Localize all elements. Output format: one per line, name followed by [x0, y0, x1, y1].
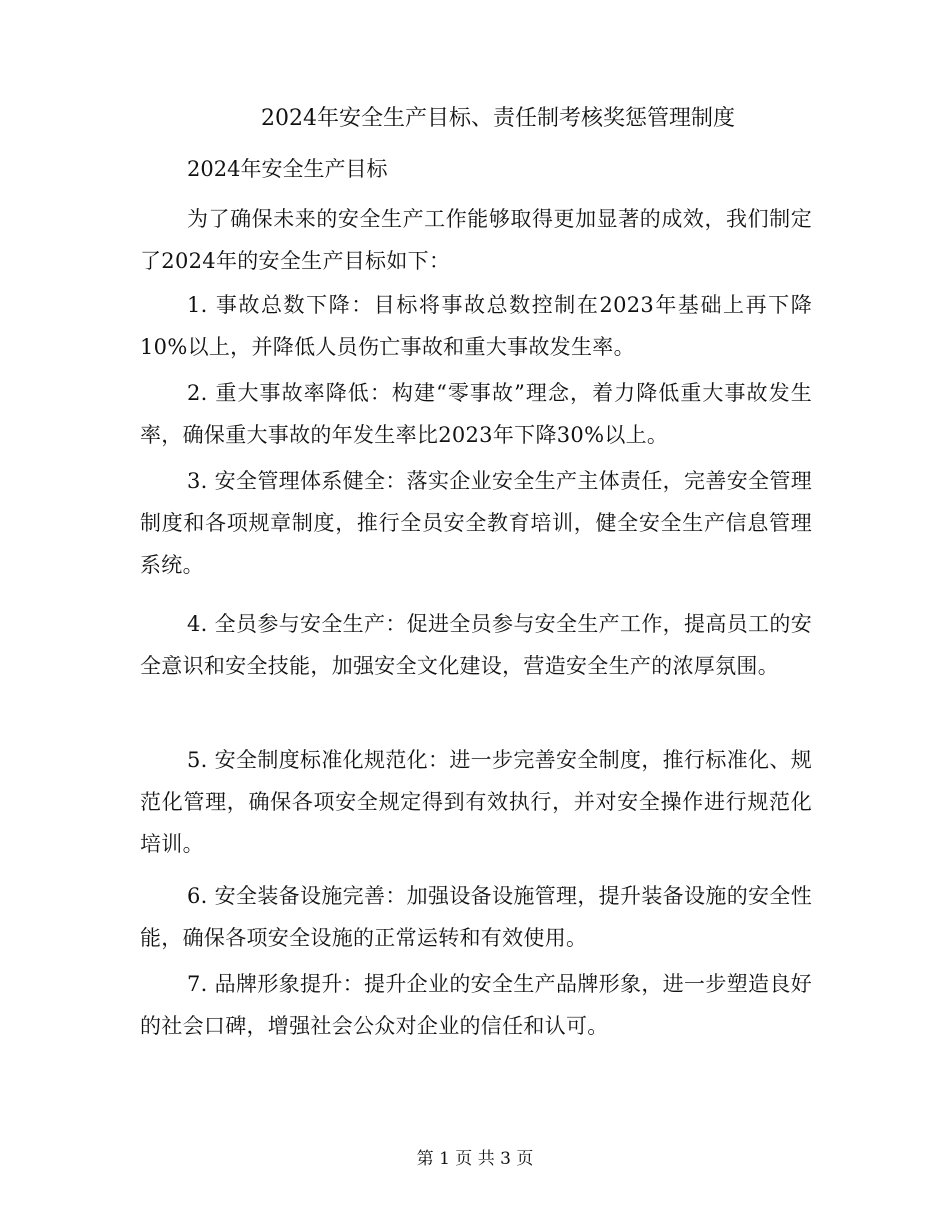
page-footer: 第 1 页 共 3 页 — [416, 1149, 534, 1169]
intro-paragraph: 为了确保未来的安全生产工作能够取得更加显著的成效，我们制定了2024年的安全生产目标如下： — [140, 207, 812, 273]
section-heading: 2024年安全生产目标 — [187, 157, 388, 181]
list-item: 4. 全员参与安全生产：促进全员参与安全生产工作，提高员工的安全意识和安全技能，加强安全文化建设，营造安全生产的浓厚氛围。 — [140, 612, 812, 678]
list-item: 5. 安全制度标准化规范化：进一步完善安全制度，推行标准化、规范化管理，确保各项安全规定得到有效执行，并对安全操作进行规范化培训。 — [140, 748, 812, 856]
list-item: 3. 安全管理体系健全：落实企业安全生产主体责任，完善安全管理制度和各项规章制度，推行全员安全教育培训，健全安全生产信息管理系统。 — [140, 469, 812, 577]
list-item: 1. 事故总数下降：目标将事故总数控制在2023年基础上再下降10%以上，并降低人员伤亡事故和重大事故发生率。 — [140, 293, 812, 359]
list-item: 6. 安全装备设施完善：加强设备设施管理，提升装备设施的安全性能，确保各项安全设施的正常运转和有效使用。 — [140, 884, 812, 950]
list-item: 2. 重大事故率降低：构建“零事故”理念，着力降低重大事故发生率，确保重大事故的年发生率比2023年下降30%以上。 — [140, 381, 812, 447]
document-title: 2024年安全生产目标、责任制考核奖惩管理制度 — [261, 106, 735, 131]
list-item: 7. 品牌形象提升：提升企业的安全生产品牌形象，进一步塑造良好的社会口碑，增强社会公众对企业的信任和认可。 — [140, 972, 812, 1038]
